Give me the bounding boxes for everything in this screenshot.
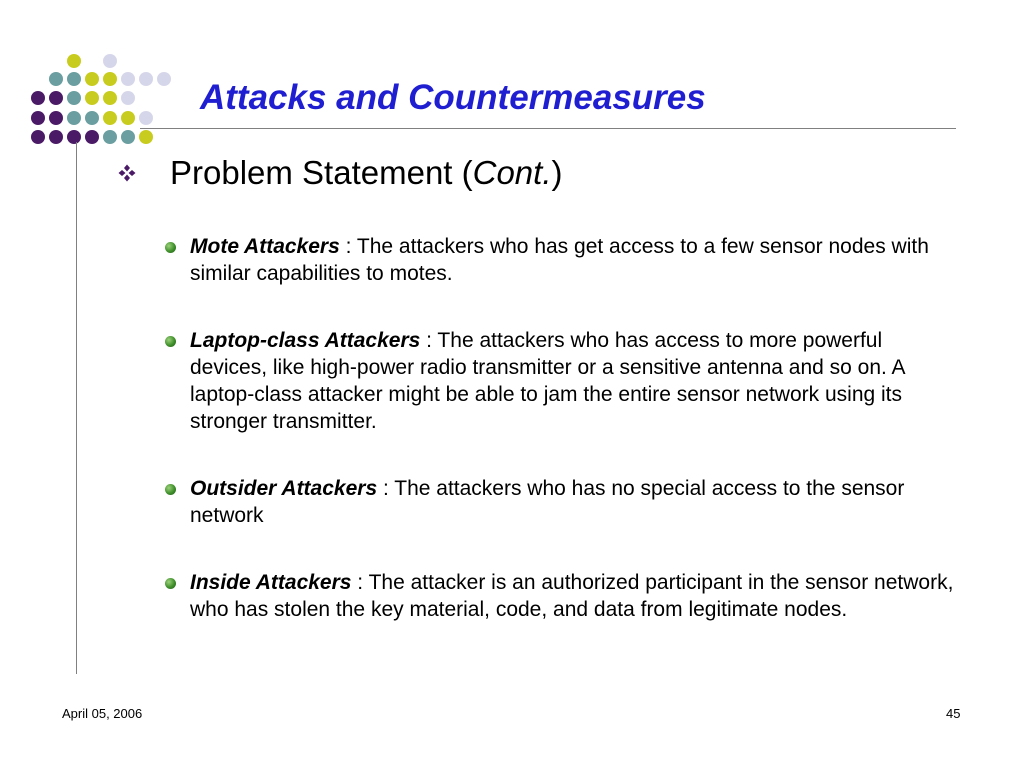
bullet-term: Inside Attackers [190,571,352,594]
bullet-item [163,569,963,623]
vertical-rule [76,142,77,674]
bullet-term: Outsider Attackers [190,477,378,500]
page-number: 45 [946,706,961,721]
decorative-dot [121,91,135,105]
decorative-dot [103,72,117,86]
bullet-text: : The attacker is an authorized participant in the sensor network, who has stolen the key material, code, and data from legitimate nodes. [190,571,954,621]
decorative-dot [31,130,45,144]
bullet-item [163,475,963,529]
decorative-dot [121,72,135,86]
decorative-dot [139,130,153,144]
subtitle-main: Problem Statement ( [170,154,473,191]
green-sphere-icon [165,484,176,495]
subtitle-italic: Cont. [472,154,552,191]
slide-title: Attacks and Countermeasures [200,78,706,117]
decorative-dot-grid [0,0,180,160]
decorative-dot [85,130,99,144]
decorative-dot [49,130,63,144]
decorative-dot [67,91,81,105]
bullet-list [163,233,963,623]
decorative-dot [85,111,99,125]
decorative-dot [31,111,45,125]
bullet-item [163,327,963,435]
decorative-dot [67,72,81,86]
decorative-dot [121,130,135,144]
decorative-dot [85,91,99,105]
decorative-dot [67,111,81,125]
decorative-dot [49,72,63,86]
decorative-dot [103,130,117,144]
bullet-item [163,233,963,287]
bullet-text: : The attackers who has no special access to the sensor network [190,477,905,527]
green-sphere-icon [165,336,176,347]
bullet-term: Mote Attackers [190,235,340,258]
bullet-term: Laptop-class Attackers [190,329,421,352]
green-sphere-icon [165,578,176,589]
footer-date: April 05, 2006 [62,706,143,721]
decorative-dot [67,54,81,68]
bullet-text: : The attackers who has get access to a few sensor nodes with similar capabilities to motes. [190,235,929,285]
green-sphere-icon [165,242,176,253]
decorative-dot [103,111,117,125]
decorative-dot [49,91,63,105]
decorative-dot [31,91,45,105]
decorative-dot [49,111,63,125]
decorative-dot [139,72,153,86]
decorative-dot [103,91,117,105]
decorative-dot [121,111,135,125]
bullet-text: : The attackers who has access to more powerful devices, like high-power radio transmitter or a sensitive antenna and so on. A laptop-class attacker might be able to jam the entire sensor network using its stronger transmitter. [190,329,905,433]
subtitle-row [118,152,563,194]
decorative-dot [67,130,81,144]
decorative-dot [103,54,117,68]
diamond-cluster-icon [118,164,136,182]
subtitle [170,152,563,194]
decorative-dot [85,72,99,86]
subtitle-end: ) [551,154,563,191]
decorative-dot [157,72,171,86]
decorative-dot [139,111,153,125]
title-underline-rule [140,128,956,129]
